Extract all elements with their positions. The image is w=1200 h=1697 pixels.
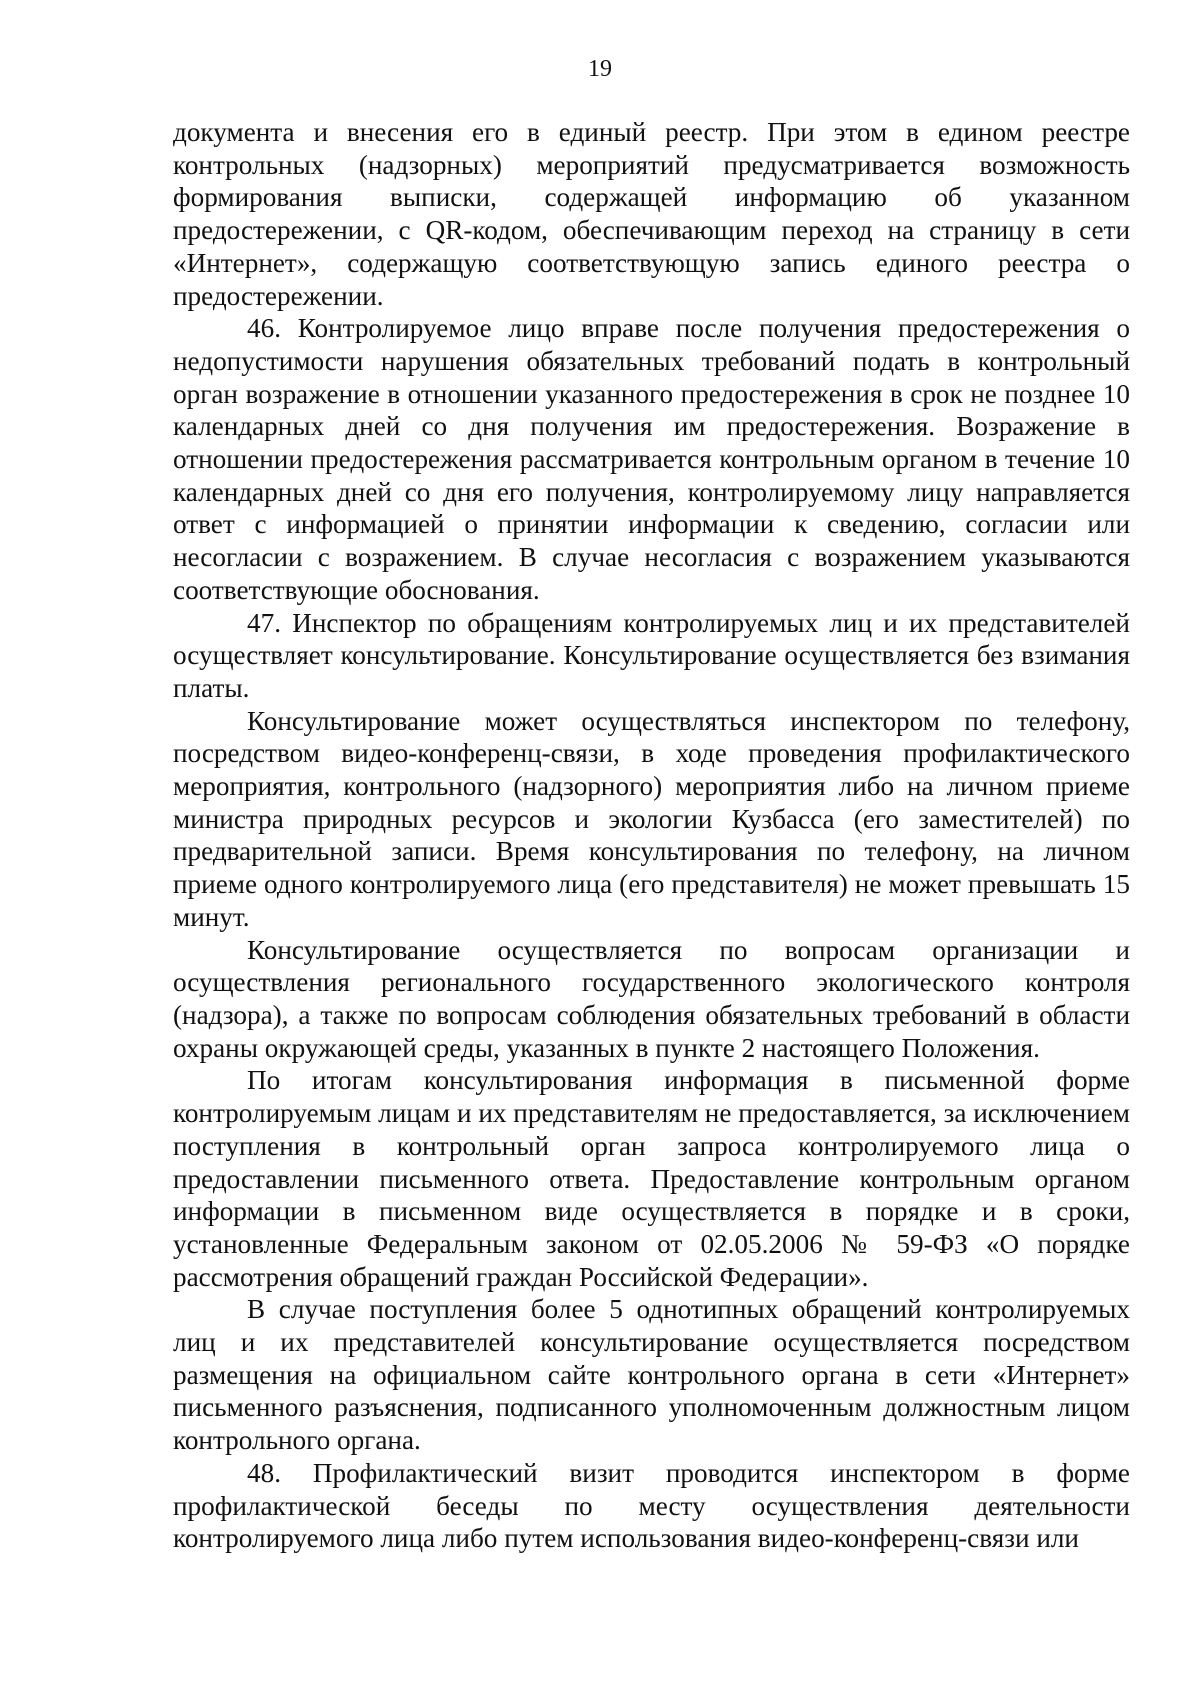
paragraph-clause-46: 46. Контролируемое лицо вправе после получения предостережения о недопустимости нарушения обязательных требований подать в контрольный орган возражение в отношении указанного предостережения в срок не позднее 10 календарных дней со дня получения им предостережения. Возражение в отношении предостережения рассматривается контрольным органом в течение 10 календарных дней со дня его получения, контролируемому лицу направляется ответ с информацией о принятии информации к сведению, согласии или несогласии с возражением. В случае несогласия с возражением указываются соответствующие обоснования. bbox=[173, 313, 1130, 605]
paragraph-clause-47: 47. Инспектор по обращениям контролируемых лиц и их представителей осуществляет консультирование. Консультирование осуществляется без взимания платы. bbox=[173, 607, 1130, 703]
page-number: 19 bbox=[588, 56, 612, 82]
paragraph-similar-requests: В случае поступления более 5 однотипных обращений контролируемых лиц и их представителей консультирование осуществляется посредством размещения на официальном сайте контрольного органа в сети «Интернет» письменного разъяснения, подписанного уполномоченным должностным лицом контрольного органа. bbox=[173, 1294, 1130, 1456]
paragraph-written-response: По итогам консультирования информация в письменной форме контролируемым лицам и их представителям не предоставляется, за исключением поступления в контрольный орган запроса контролируемого лица о предоставлении письменного ответа. Предоставление контрольным органом информации в письменном виде осуществляется в порядке и в сроки, установленные Федеральным законом от 02.05.2006 № 59-ФЗ «О порядке рассмотрения обращений граждан Российской Федерации». bbox=[173, 1065, 1130, 1292]
paragraph-continuation: документа и внесения его в единый реестр. При этом в едином реестре контрольных (надзорных) мероприятий предусматривается возможность формирования выписки, содержащей информацию об указанном предостережении, с QR-кодом, обеспечивающим переход на страницу в сети «Интернет», содержащую соответствующую запись единого реестра о предостережении. bbox=[173, 117, 1130, 311]
paragraph-consultation-topics: Консультирование осуществляется по вопросам организации и осуществления регионального государственного экологического контроля (надзора), а также по вопросам соблюдения обязательных требований в области охраны окружающей среды, указанных в пункте 2 настоящего Положения. bbox=[173, 934, 1130, 1063]
document-body bbox=[173, 116, 1130, 1555]
paragraph-consultation-methods: Консультирование может осуществляться инспектором по телефону, посредством видео-конференц-связи, в ходе проведения профилактического мероприятия, контрольного (надзорного) мероприятия либо на личном приеме министра природных ресурсов и экологии Кузбасса (его заместителей) по предварительной записи. Время консультирования по телефону, на личном приеме одного контролируемого лица (его представителя) не может превышать 15 минут. bbox=[173, 705, 1130, 932]
paragraph-clause-48: 48. Профилактический визит проводится инспектором в форме профилактической беседы по месту осуществления деятельности контролируемого лица либо путем использования видео-конференц-связи или bbox=[173, 1457, 1130, 1554]
